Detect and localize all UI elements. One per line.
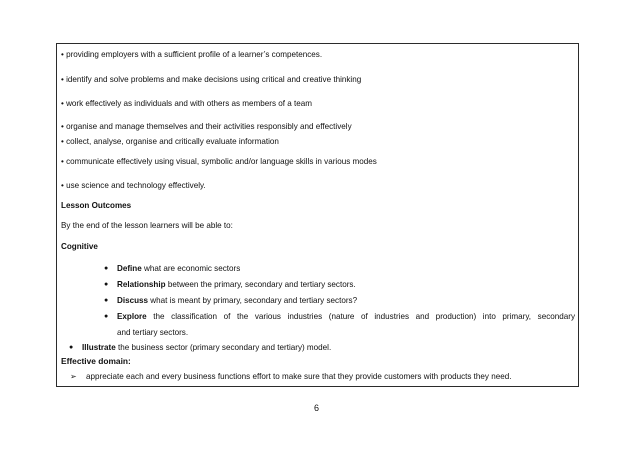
competence-item: • providing employers with a sufficient profile of a learner’s competences. (61, 50, 323, 59)
competence-item: • organise and manage themselves and their activities responsibly and effectively (61, 122, 352, 131)
outcome-discuss: Discuss what is meant by primary, secondary and tertiary sectors? (117, 296, 358, 305)
outcome-explore-continued: and tertiary sectors. (117, 328, 189, 337)
outcome-illustrate: Illustrate the business sector (primary secondary and tertiary) model. (82, 343, 332, 352)
bullet-icon: ● (69, 344, 74, 351)
competence-item: • work effectively as individuals and with others as members of a team (61, 99, 313, 108)
cognitive-heading: Cognitive (61, 242, 98, 251)
bullet-icon: ● (104, 265, 109, 272)
bullet-icon: ● (104, 281, 109, 288)
outcome-define: Define what are economic sectors (117, 264, 241, 273)
bullet-icon: ● (104, 297, 109, 304)
competence-item: • communicate effectively using visual, symbolic and/or language skills in various modes (61, 157, 377, 166)
outcome-explore: Explore the classification of the various industries (nature of industries and production) into primary, secondary (117, 312, 575, 321)
bullet-icon: ● (104, 313, 109, 320)
outcome-relationship: Relationship between the primary, secondary and tertiary sectors. (117, 280, 356, 289)
effective-domain-heading: Effective domain: (61, 356, 131, 366)
lesson-intro: By the end of the lesson learners will be able to: (61, 221, 233, 230)
lesson-outcomes-heading: Lesson Outcomes (61, 201, 132, 210)
page-number: 6 (314, 403, 320, 413)
competence-item: • identify and solve problems and make decisions using critical and creative thinking (61, 75, 362, 84)
competence-item: • collect, analyse, organise and critically evaluate information (61, 137, 279, 146)
arrow-icon: ➢ (70, 372, 77, 381)
competence-item: • use science and technology effectively. (61, 181, 206, 190)
affective-item: appreciate each and every business functions effort to make sure that they provide customers with products they need. (86, 372, 512, 381)
